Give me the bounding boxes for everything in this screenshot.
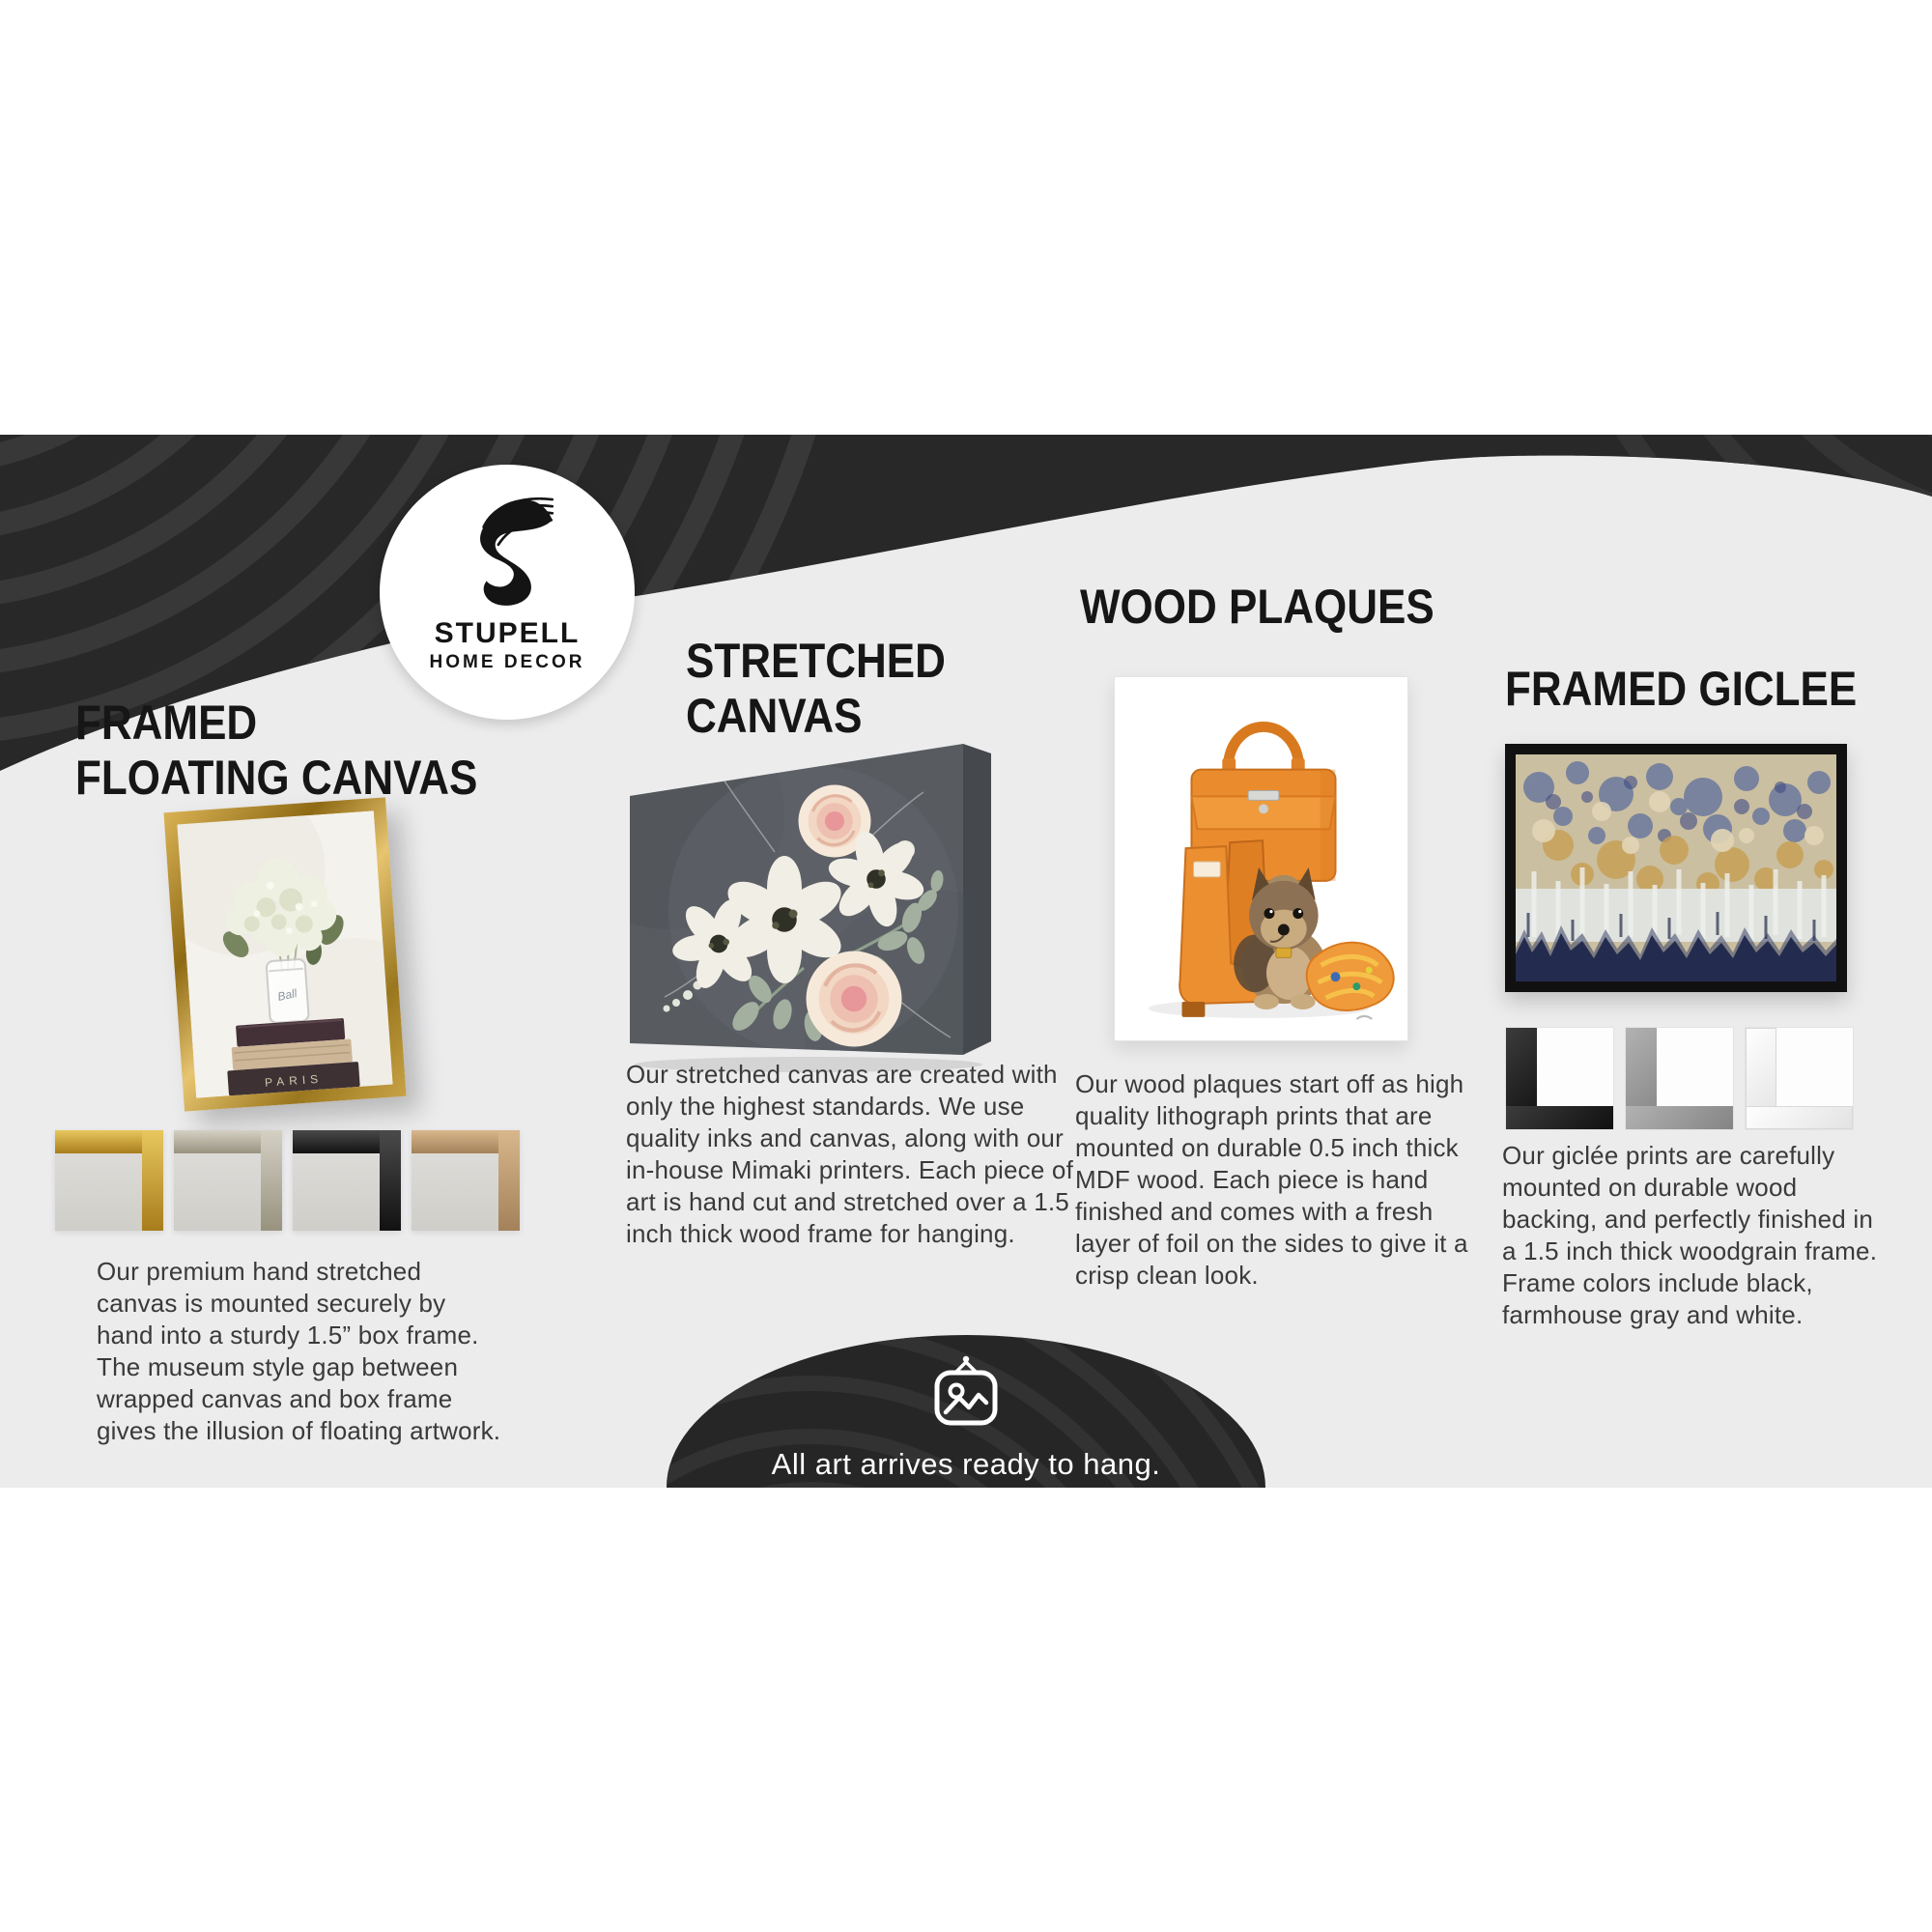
book-spine-label: PARIS (264, 1071, 324, 1090)
giclee-swatch-black (1505, 1027, 1614, 1130)
footer-message: All art arrives ready to hang. (771, 1447, 1161, 1481)
frame-swatch-tan (412, 1130, 520, 1231)
brand-monogram-icon (457, 494, 557, 611)
jar-label: Ball (276, 986, 298, 1004)
frame-swatch-gold (55, 1130, 163, 1231)
footer-dome (667, 1335, 1265, 1488)
stretched-canvas-artwork (630, 736, 997, 1074)
section-title-wood-plaques: WOOD PLAQUES (1080, 580, 1435, 634)
stretched-canvas-description: Our stretched canvas are created with only the highest standards. We use quality inks and canvas, along with our in-house Mimaki printers. Each piece of art is hand cut and stretched over a 1.5 inch thick wood frame for hanging. (626, 1060, 1074, 1248)
section-title-framed-giclee: FRAMED GICLEE (1505, 662, 1858, 716)
brand-name: STUPELL (434, 617, 581, 649)
framed-art-icon (927, 1352, 1005, 1437)
framed-giclee-artwork (1505, 744, 1847, 992)
giclee-swatch-farmhouse-gray (1625, 1027, 1734, 1130)
framed-giclee-description: Our giclée prints are carefully mounted on durable wood backing, and perfectly finished in a 1.5 inch thick woodgrain frame. Frame colors include black, farmhouse gray and white. (1502, 1141, 1878, 1329)
giclee-swatch-white (1745, 1027, 1854, 1130)
wood-plaques-description: Our wood plaques start off as high quality lithograph prints that are mounted on durable 0.5 inch thick MDF wood. Each piece is hand finished and comes with a fresh layer of foil on the sides to give it a crisp clean look. (1075, 1069, 1468, 1290)
frame-swatch-champagne (174, 1130, 282, 1231)
section-title-stretched-canvas: STRETCHED CANVAS (686, 634, 946, 743)
floating-canvas-artwork (163, 797, 406, 1111)
frame-swatch-black (293, 1130, 401, 1231)
brand-tagline: HOME DECOR (429, 652, 585, 672)
brand-logo-circle (380, 465, 635, 720)
framed-floating-canvas-description: Our premium hand stretched canvas is mounted securely by hand into a sturdy 1.5” box frame. The museum style gap between wrapped canvas and box frame gives the illusion of floating artwork. (97, 1257, 501, 1445)
content-band (0, 435, 1932, 1488)
wood-plaque-artwork (1114, 676, 1408, 1041)
section-title-framed-floating-canvas: FRAMED FLOATING CANVAS (75, 696, 478, 805)
